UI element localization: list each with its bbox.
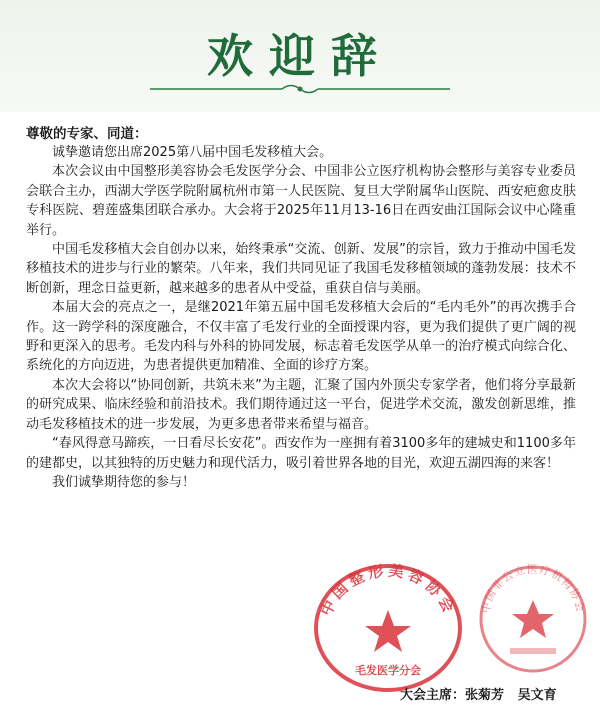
paragraph-closing: 我们诚挚期待您的参与！ <box>52 474 196 490</box>
divider-ornament <box>150 82 450 96</box>
paragraph-history: 中国毛发移植大会自创办以来，始终秉承“交流、创新、发展”的宗旨，致力于推动中国毛发移植技术的进步与行业的繁荣。八年来，我们共同见证了我国毛发移植领域的蓬勃发展：技术不断创新，理念日益更新，越来越多的患者从中受益，重获自信与美丽。 <box>26 242 576 296</box>
footer-signature <box>400 684 557 703</box>
seal-left-stamp <box>312 562 464 694</box>
seal-right-ring-text: 中国非公立医疗机构协会 <box>479 564 587 615</box>
page-title: 欢迎辞 <box>207 29 393 83</box>
paragraph-theme: 本次大会将以“协同创新，共筑未来”为主题，汇聚了国内外顶尖专家学者，他们将分享最新的研究成果、临床经验和前沿技术。我们期待通过这一平台，促进学术交流，激发创新思维，推动毛发移植技术的进一步发展，为更多患者带来希望与福音。 <box>26 377 576 432</box>
header-banner <box>0 0 600 112</box>
greeting: 尊敬的专家、同道： <box>26 126 148 142</box>
seal-right-band <box>510 648 556 654</box>
chair-names: 张菊芳 吴文育 <box>465 688 557 703</box>
seal-left-center-text: 毛发医学分会 <box>355 664 421 677</box>
seal-right-stamp <box>478 564 588 674</box>
star-icon <box>512 600 554 638</box>
seal-left-ring-text: 中国整形美容协会 <box>316 562 460 619</box>
star-icon <box>365 610 411 652</box>
paragraph-invitation: 诚挚邀请您出席2025第八届中国毛发移植大会。 <box>52 145 333 160</box>
paragraph-organizers: 本次会议由中国整形美容协会毛发医学分会、中国非公立医疗机构协会整形与美容专业委员会联合主办，西湖大学医学院附属杭州市第一人民医院、复旦大学附属华山医院、西安疤愈皮肤专科医院、碧莲盛集团联合承办。大会将于2025年11月13-16日在西安曲江国际会议中心隆重举行。 <box>26 164 576 238</box>
chair-label: 大会主席： <box>400 688 466 703</box>
paragraph-highlight: 本届大会的亮点之一，是继2021年第五届中国毛发移植大会后的“毛内毛外”的再次携手合作。这一跨学科的深度融合，不仅丰富了毛发行业的全面授课内容，更为我们提供了更广阔的视野和更深入的思考。毛发内科与外科的协同发展，标志着毛发医学从单一的治疗模式向综合化、系统化的方向迈进，为患者提供更加精准、全面的诊疗方案。 <box>26 300 576 374</box>
paragraph-xian: “春风得意马蹄疾，一日看尽长安花”。西安作为一座拥有着3100多年的建城史和1100多年的建都史，以其独特的历史魅力和现代活力，吸引着世界各地的目光，欢迎五湖四海的来客！ <box>26 436 576 471</box>
letter-body <box>26 143 576 492</box>
